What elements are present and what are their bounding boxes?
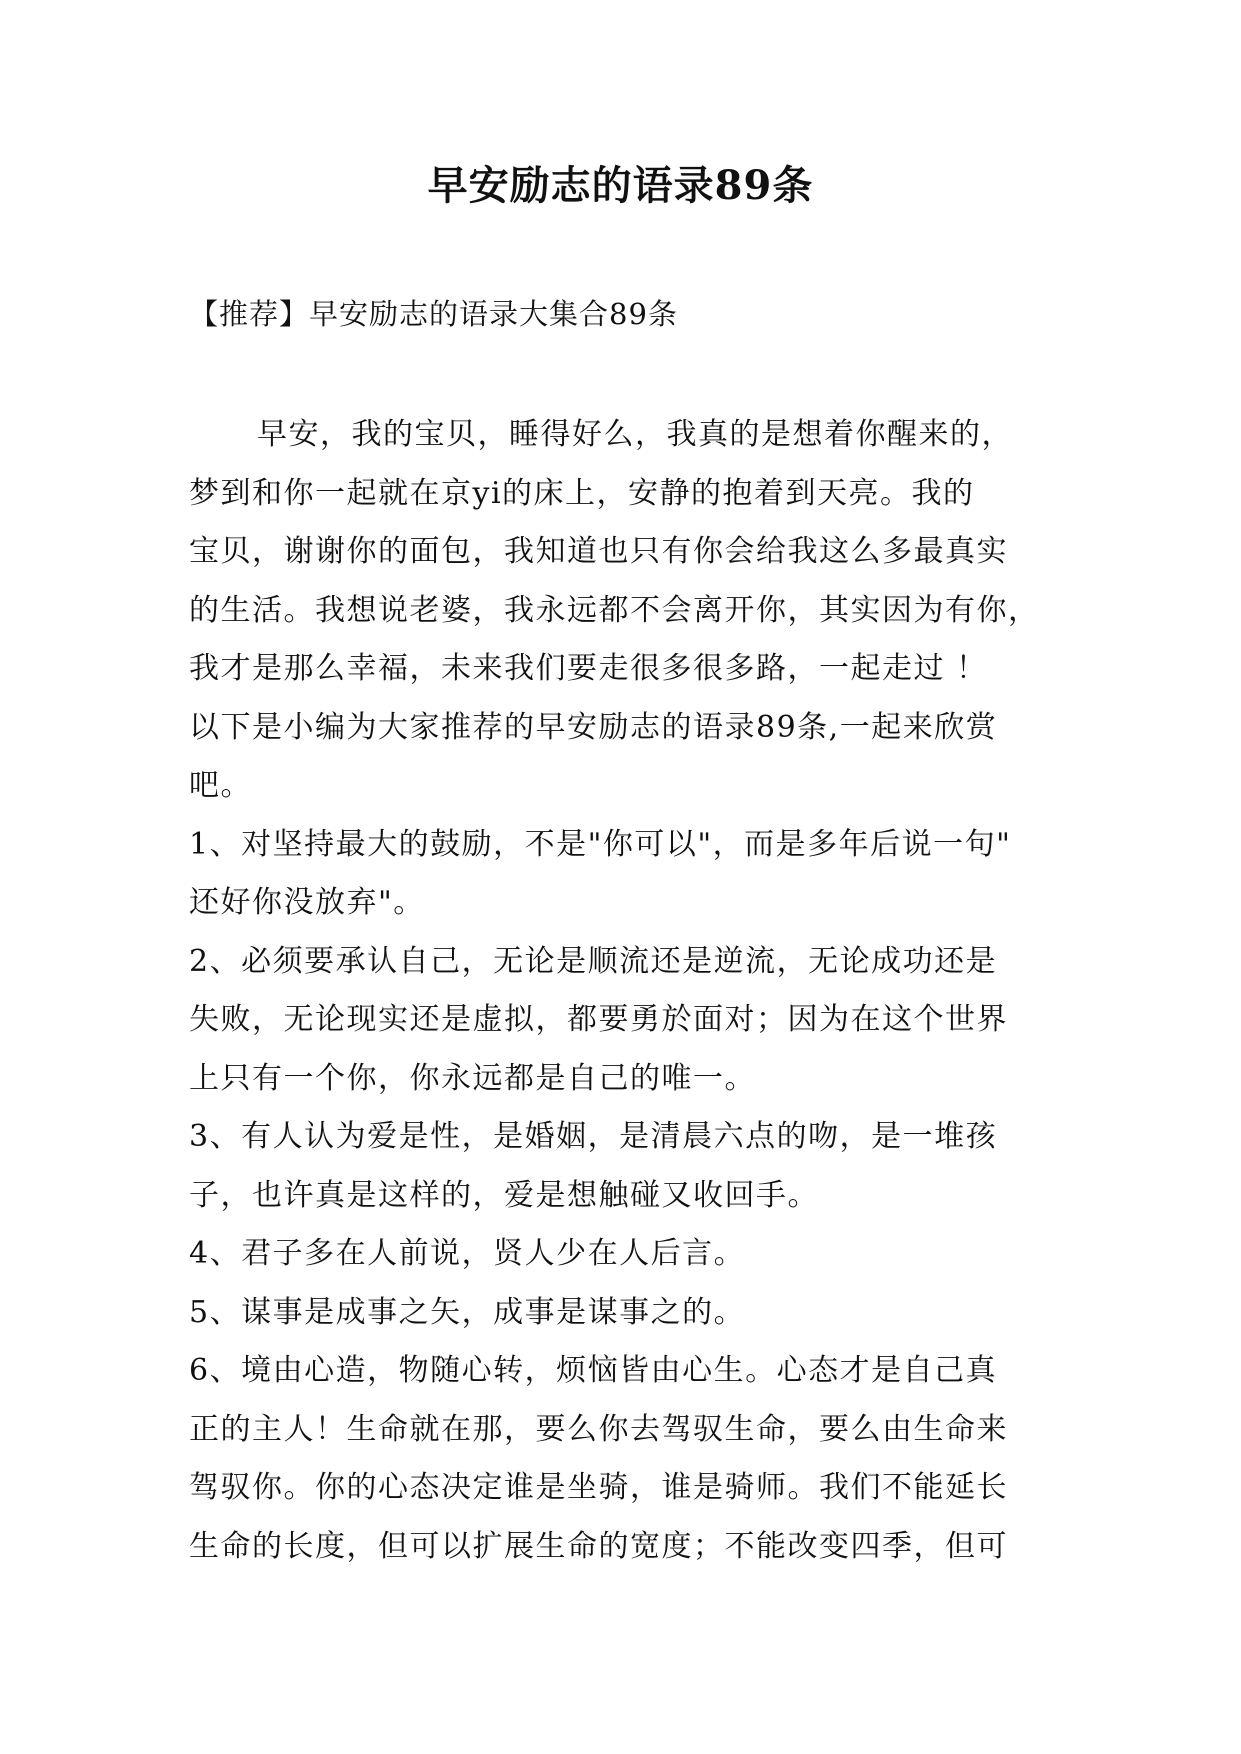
body-line: 失败，无论现实还是虚拟，都要勇於面对；因为在这个世界	[189, 1002, 1008, 1037]
body-line: 还好你没放弃"。	[189, 885, 425, 920]
document-subtitle: 【推荐】早安励志的语录大集合89条	[189, 297, 678, 331]
document-title: 早安励志的语录89条	[427, 162, 814, 209]
body-line: 4、君子多在人前说，贤人少在人后言。	[189, 1236, 746, 1271]
body-line: 2、必须要承认自己，无论是顺流还是逆流，无论成功还是	[189, 943, 998, 979]
body-line: 5、谋事是成事之矢，成事是谋事之的。	[189, 1294, 746, 1330]
body-line: 宝贝，谢谢你的面包，我知道也只有你会给我这么多最真实	[189, 534, 1008, 569]
document-body	[189, 406, 1069, 1576]
body-line: 以下是小编为大家推荐的早安励志的语录89条,一起来欣赏	[189, 709, 998, 745]
body-line: 生命的长度，但可以扩展生命的宽度；不能改变四季，但可	[189, 1528, 1008, 1564]
body-line: 梦到和你一起就在京yi的床上，安静的抱着到天亮。我的	[189, 475, 975, 511]
body-line: 正的主人！生命就在那，要么你去驾驭生命，要么由生命来	[189, 1411, 1008, 1447]
body-line: 早安，我的宝贝，睡得好么，我真的是想着你醒来的，	[257, 417, 1013, 452]
body-line: 我才是那么幸福，未来我们要走很多很多路，一起走过 ！	[189, 651, 988, 686]
body-line: 吧。	[189, 768, 252, 803]
body-line: 1、对坚持最大的鼓励，不是"你可以"，而是多年后说一句"	[189, 826, 1012, 862]
body-line: 6、境由心造，物随心转，烦恼皆由心生。心态才是自己真	[189, 1353, 998, 1388]
body-line: 的生活。我想说老婆，我永远都不会离开你，其实因为有你，	[189, 592, 1040, 628]
body-line: 子，也许真是这样的，爱是想触碰又收回手。	[189, 1177, 819, 1213]
body-line: 上只有一个你，你永远都是自己的唯一。	[189, 1060, 756, 1096]
body-line: 3、有人认为爱是性，是婚姻，是清晨六点的吻，是一堆孩	[189, 1119, 998, 1154]
body-line: 驾驭你。你的心态决定谁是坐骑，谁是骑师。我们不能延长	[189, 1470, 1008, 1505]
